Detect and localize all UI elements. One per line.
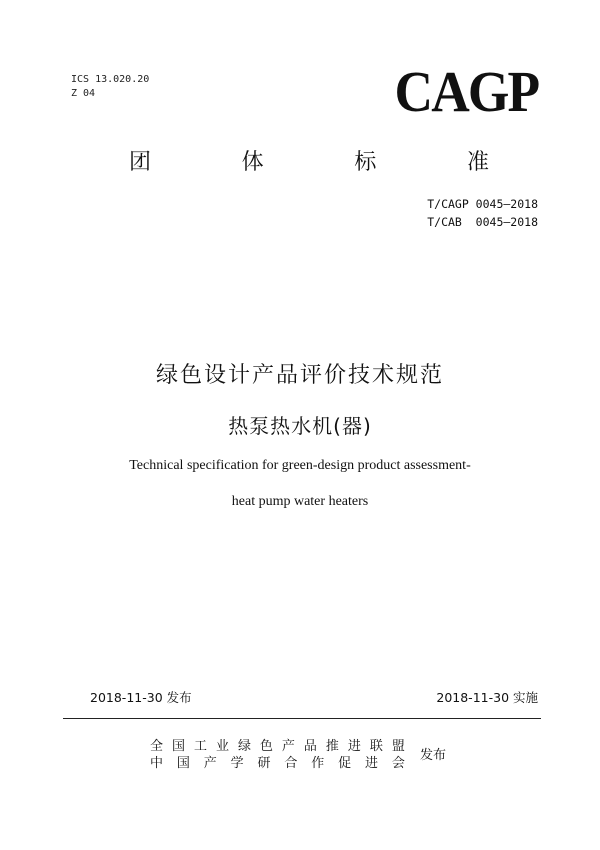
org-char: 研	[257, 756, 271, 771]
ccs-code: Z 04	[71, 88, 96, 99]
org-char: 盟	[391, 739, 405, 754]
standard-code: T/CAB 0045—2018	[427, 215, 538, 229]
title-english-line-1: Technical specification for green-design product assessment-	[129, 458, 471, 473]
org-char: 作	[311, 756, 325, 771]
standard-type-char: 准	[466, 150, 489, 175]
org-char: 色	[259, 739, 273, 754]
org-char: 中	[150, 756, 164, 771]
standard-codes	[427, 195, 538, 231]
subtitle-chinese: 热泵热水机(器)	[228, 414, 372, 438]
org-char: 合	[284, 756, 298, 771]
org-char: 全	[150, 739, 164, 754]
org-char: 学	[230, 756, 244, 771]
ics-code: ICS 13.020.20	[71, 74, 150, 85]
org-char: 产	[203, 756, 217, 771]
standard-type-char: 团	[129, 150, 152, 175]
org-char: 国	[176, 756, 190, 771]
org-char: 进	[365, 756, 379, 771]
org-char: 绿	[237, 739, 251, 754]
implementation-date: 2018-11-30 实施	[436, 690, 538, 705]
org-char: 进	[347, 739, 361, 754]
publish-label: 发布	[420, 748, 447, 763]
org-char: 会	[391, 756, 405, 771]
standard-type-char: 标	[354, 150, 377, 175]
standard-type	[129, 145, 489, 176]
cagp-logo: CAGP	[394, 59, 538, 124]
org-char: 联	[369, 739, 383, 754]
standard-code: T/CAGP 0045—2018	[427, 197, 538, 211]
divider-line	[63, 718, 541, 719]
title-chinese: 绿色设计产品评价技术规范	[155, 363, 444, 388]
title-english-line-2: heat pump water heaters	[231, 494, 369, 509]
org-char: 促	[338, 756, 352, 771]
org-char: 产	[281, 739, 295, 754]
org-char: 品	[303, 739, 317, 754]
org-char: 工	[193, 739, 207, 754]
org-char: 业	[215, 739, 229, 754]
standard-type-char: 体	[241, 150, 264, 175]
publisher-org-2	[150, 752, 405, 771]
org-char: 国	[171, 739, 185, 754]
org-char: 推	[325, 739, 339, 754]
issue-date: 2018-11-30 发布	[90, 690, 192, 705]
